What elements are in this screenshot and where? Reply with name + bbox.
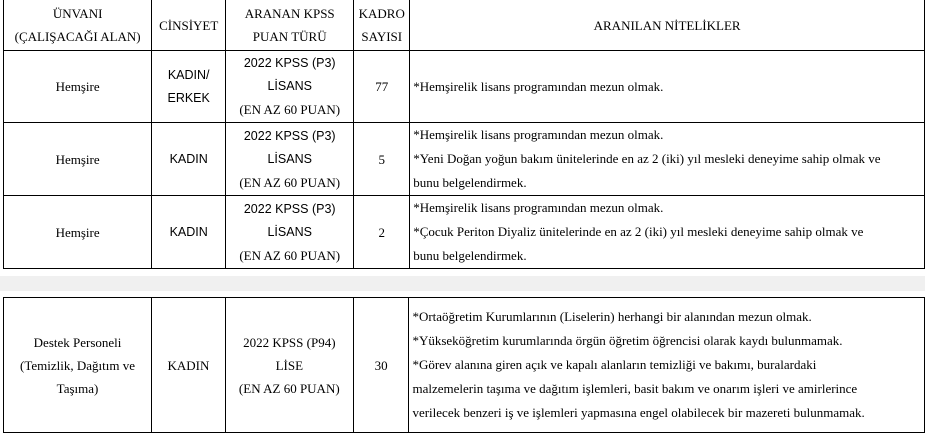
positions-table: [3, 0, 925, 269]
table-row: [4, 51, 925, 123]
count-cell: 30: [353, 298, 409, 433]
cell-line: KADIN: [169, 224, 208, 239]
requirements-cell: [409, 298, 925, 433]
header-text: SAYISI: [361, 29, 403, 44]
table-row: [4, 123, 925, 196]
cell-line: bunu belgelendirmek.: [413, 175, 527, 190]
cell-line: Hemşire: [55, 224, 100, 240]
header-row: [4, 0, 925, 51]
requirements-cell: [410, 196, 925, 269]
gender-cell: [152, 51, 226, 123]
cell-line: LİSANS: [267, 151, 312, 166]
cell-line: LİSE: [275, 357, 304, 373]
cell-line: malzemelerin taşıma ve dağıtım işlemleri, basit bakım ve onarım işleri ve amirlerince: [412, 381, 858, 396]
positions-table-continued: [3, 297, 925, 433]
title-cell: [4, 123, 152, 196]
header-text: ÜNVANI: [52, 6, 103, 21]
gender-cell: [152, 123, 226, 196]
cell-line: Hemşire: [55, 151, 100, 167]
score-cell: [226, 51, 354, 123]
cell-line: *Ortaöğretim Kurumlarının (Liselerin) herhangi bir alanından mezun olmak.: [412, 309, 812, 324]
cell-line: bunu belgelendirmek.: [413, 248, 527, 263]
header-text: PUAN TÜRÜ: [252, 29, 327, 44]
cell-line: LİSANS: [267, 79, 312, 93]
table-row: [4, 298, 925, 433]
score-cell: [226, 196, 354, 269]
cell-line: Taşıma): [56, 380, 99, 396]
gender-cell: [152, 298, 226, 433]
cell-line: (EN AZ 60 PUAN): [239, 247, 341, 263]
cell-line: *Hemşirelik lisans programından mezun olmak.: [413, 127, 664, 142]
cell-line: 2022 KPSS (P94): [243, 334, 336, 350]
cell-line: 2022 KPSS (P3): [243, 201, 336, 216]
cell-line: *Görev alanına giren açık ve kapalı alanların temizliği ve bakımı, buralardaki: [412, 357, 817, 372]
header-score: [226, 0, 354, 51]
count-cell: 2: [354, 196, 410, 269]
page-gap: [0, 276, 925, 291]
title-cell: [4, 298, 152, 433]
cell-line: *Hemşirelik lisans programından mezun olmak.: [413, 78, 664, 94]
cell-line: KADIN/: [167, 67, 210, 82]
cell-line: 2022 KPSS (P3): [243, 56, 336, 70]
table-row: [4, 196, 925, 269]
header-count: [354, 0, 410, 51]
cell-line: (EN AZ 60 PUAN): [239, 102, 341, 117]
cell-line: *Hemşirelik lisans programından mezun olmak.: [413, 200, 664, 215]
cell-line: *Çocuk Periton Diyaliz ünitelerinde en az 2 (iki) yıl mesleki deneyime sahip olmak ve: [413, 224, 864, 239]
count-cell: 77: [354, 51, 410, 123]
header-text: ARANAN KPSS: [244, 6, 335, 21]
cell-line: LİSANS: [267, 224, 312, 239]
requirements-cell: [410, 51, 925, 123]
header-gender: CİNSİYET: [152, 0, 226, 51]
title-cell: [4, 51, 152, 123]
cell-line: (Temizlik, Dağıtım ve: [20, 357, 136, 373]
cell-line: (EN AZ 60 PUAN): [238, 380, 340, 396]
cell-line: verilecek benzeri iş ve işlemleri yapmasına engel olabilecek bir mazereti bulunmamak.: [412, 405, 865, 420]
header-title: [4, 0, 152, 51]
gender-cell: [152, 196, 226, 269]
cell-line: *Yükseköğretim kurumlarında örgün öğretim öğrencisi olarak kaydı bulunmamak.: [412, 333, 843, 348]
header-text: KADRO: [358, 6, 405, 21]
next-row-edge: [3, 432, 925, 437]
header-requirements: ARANILAN NİTELİKLER: [410, 0, 925, 51]
cell-line: *Yeni Doğan yoğun bakım ünitelerinde en az 2 (iki) yıl mesleki deneyime sahip olmak ve: [413, 151, 881, 166]
score-cell: [226, 123, 354, 196]
score-cell: [225, 298, 353, 433]
header-text: (ÇALIŞACAĞI ALAN): [14, 29, 141, 44]
cell-line: KADIN: [169, 151, 208, 166]
cell-line: Hemşire: [55, 79, 100, 94]
cell-line: ERKEK: [167, 90, 210, 105]
cell-line: KADIN: [167, 357, 210, 373]
cell-line: 2022 KPSS (P3): [243, 128, 336, 143]
count-cell: 5: [354, 123, 410, 196]
title-cell: [4, 196, 152, 269]
cell-line: (EN AZ 60 PUAN): [239, 174, 341, 190]
cell-line: Destek Personeli: [33, 334, 122, 350]
requirements-cell: [410, 123, 925, 196]
